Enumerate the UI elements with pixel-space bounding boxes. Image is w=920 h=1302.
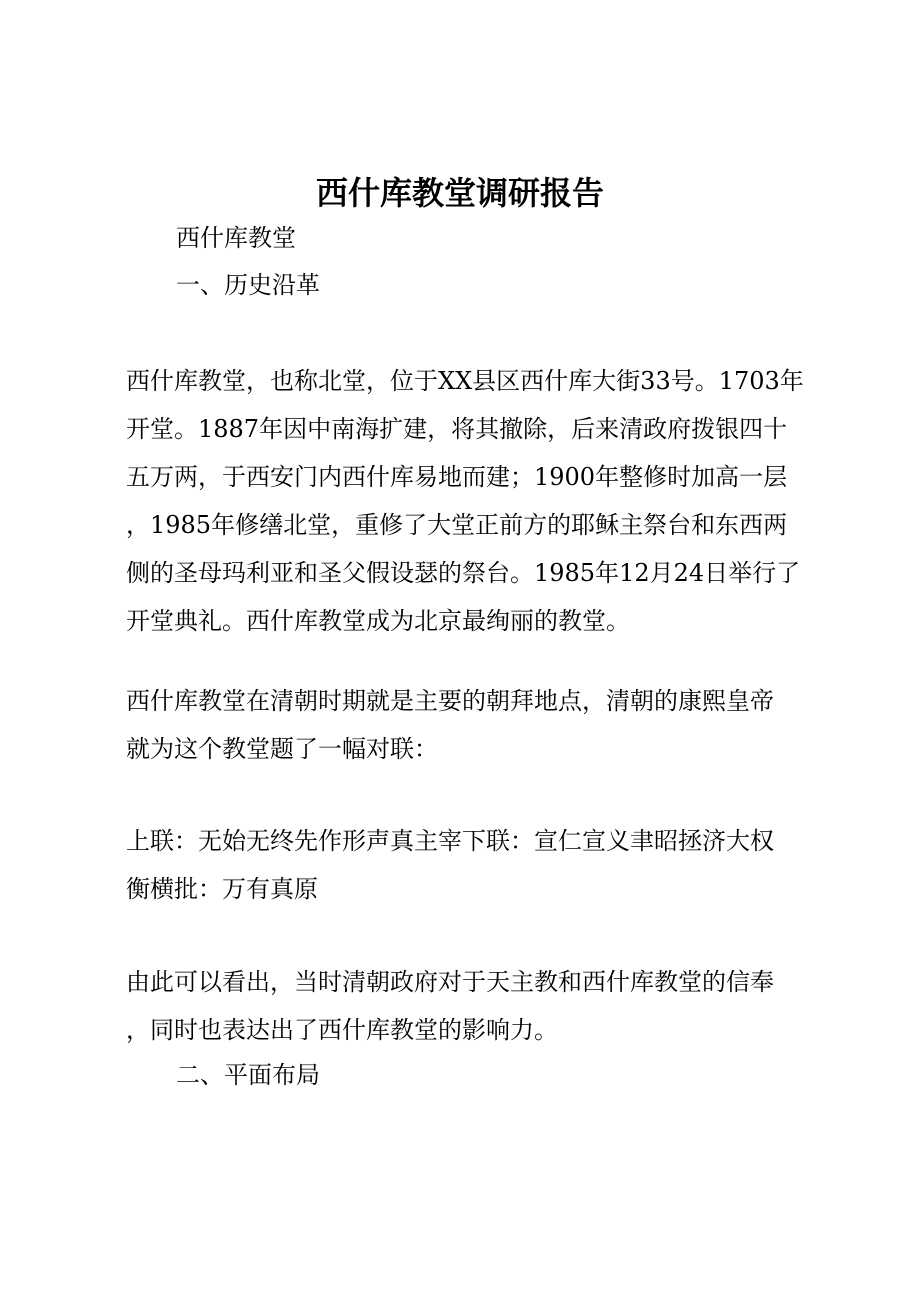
paragraph-couplet xyxy=(126,817,794,913)
paragraph-worship xyxy=(126,677,794,773)
paragraph-influence xyxy=(126,958,794,1054)
paragraph-line: 衡横批：万有真原 xyxy=(126,875,318,903)
document-subtitle: 西什库教堂 xyxy=(176,224,296,252)
paragraph-history xyxy=(126,357,804,645)
paragraph-line: 西什库教堂，也称北堂，位于XX县区西什库大街33号。1703年 xyxy=(126,367,804,395)
paragraph-line: 开堂典礼。西什库教堂成为北京最绚丽的教堂。 xyxy=(126,607,630,635)
paragraph-line: 侧的圣母玛利亚和圣父假设瑟的祭台。1985年12月24日举行了 xyxy=(126,559,801,587)
paragraph-line: ，同时也表达出了西什库教堂的影响力。 xyxy=(126,1016,558,1044)
paragraph-line: ，1985年修缮北堂，重修了大堂正前方的耶稣主祭台和东西两 xyxy=(126,511,788,539)
section-heading-layout: 二、平面布局 xyxy=(176,1061,320,1089)
document-title: 西什库教堂调研报告 xyxy=(315,174,604,212)
section-heading-history: 一、历史沿革 xyxy=(176,271,320,299)
paragraph-line: 就为这个教堂题了一幅对联： xyxy=(126,735,438,763)
paragraph-line: 西什库教堂在清朝时期就是主要的朝拜地点，清朝的康熙皇帝 xyxy=(126,687,774,715)
paragraph-line: 由此可以看出，当时清朝政府对于天主教和西什库教堂的信奉 xyxy=(126,968,774,996)
paragraph-line: 五万两，于西安门内西什库易地而建；1900年整修时加高一层 xyxy=(126,463,788,491)
paragraph-line: 开堂。1887年因中南海扩建，将其撤除，后来清政府拨银四十 xyxy=(126,415,788,443)
paragraph-line: 上联：无始无终先作形声真主宰下联：宣仁宣义聿昭拯济大权 xyxy=(126,827,774,855)
